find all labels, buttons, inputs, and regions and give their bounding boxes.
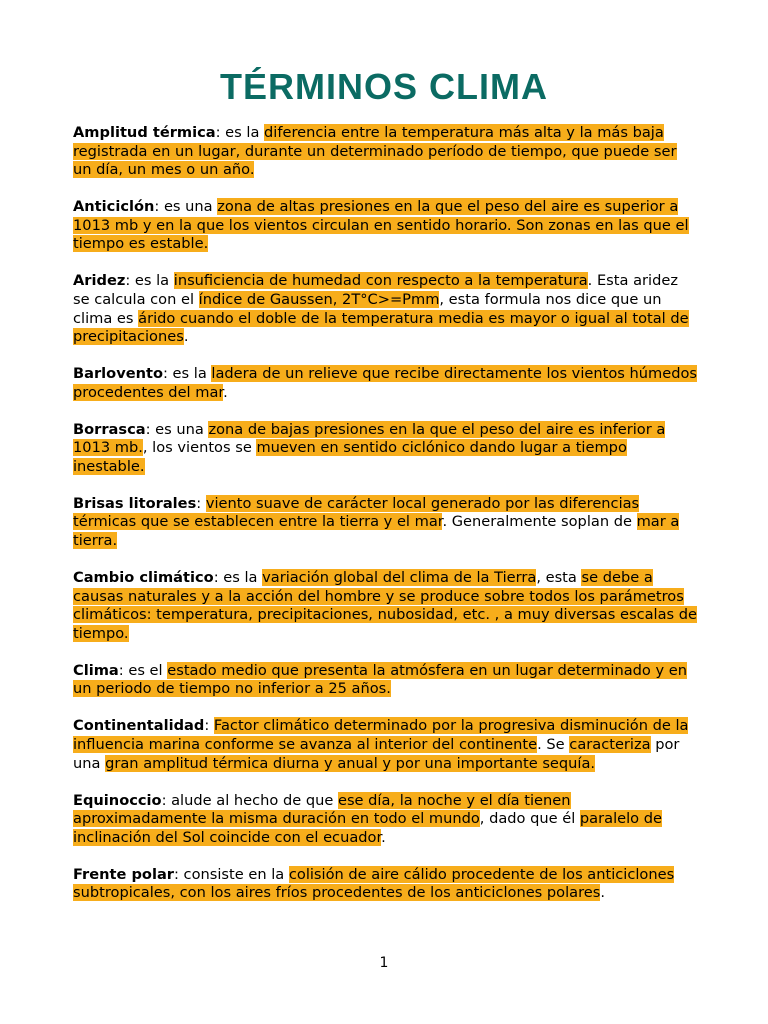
definition-text: , esta formula nos dice que un clima es (73, 290, 662, 327)
definition-text: : es la (215, 124, 265, 141)
highlighted-text: ladera de un relieve que recibe directamente los vientos húmedos procedentes del mar (73, 365, 697, 401)
glossary-entry-borrasca (73, 421, 698, 477)
definition-text: , esta (536, 569, 582, 587)
highlighted-text: variación global del clima de la Tierra (262, 569, 537, 587)
glossary-entry-clima (73, 662, 698, 699)
definition-text: , los vientos se (142, 439, 257, 457)
highlighted-text: estado medio que presenta la atmósfera en un lugar determinado y en un periodo de tiempo no inferior a 25 años. (73, 661, 687, 698)
definition-text: . (381, 828, 386, 846)
highlighted-text: colisión de aire cálido procedente de los anticiclones subtropicales, con los aires fríos procedentes de los anticiclones polares (73, 865, 675, 902)
definition-text: : es una (145, 420, 209, 438)
term-label: Barlovento (73, 365, 163, 383)
definition-text: por una (73, 735, 680, 772)
highlighted-text: Factor climático determinado por la progresiva disminución de la influencia marina conforme se avanza al interior del continente (73, 717, 689, 753)
page-number: 1 (379, 955, 389, 971)
definition-text: . (183, 328, 189, 346)
term-label: Equinoccio (73, 791, 162, 809)
highlighted-text: mueven en sentido ciclónico dando lugar a tiempo inestable. (73, 439, 627, 475)
term-label: Frente polar (73, 865, 174, 883)
glossary-entry-anticiclon (73, 198, 698, 254)
highlighted-text: mar a tierra. (73, 513, 680, 550)
definition-text: : es la (213, 569, 263, 587)
page-title: TÉRMINOS CLIMA (220, 66, 548, 107)
highlighted-text: caracteriza (569, 735, 651, 753)
glossary-entry-equinoccio (73, 792, 698, 848)
term-label: Cambio climático (73, 569, 214, 587)
glossary-entry-frente-polar (73, 866, 698, 903)
term-label: Continentalidad (73, 717, 205, 735)
definition-text: : consiste en la (174, 865, 289, 883)
term-label: Amplitud térmica (73, 124, 216, 141)
highlighted-text: árido cuando el doble de la temperatura media es mayor o igual al total de precipitaciones (73, 309, 689, 346)
definition-text: . Se (537, 735, 570, 753)
glossary-entry-cambio-climatico (73, 569, 698, 643)
definition-text: : alude al hecho de que (161, 791, 338, 809)
highlighted-text: gran amplitud térmica diurna y anual y por una importante sequía. (105, 754, 596, 772)
term-label: Borrasca (73, 420, 146, 438)
term-label: Brisas litorales (73, 494, 197, 512)
definition-text: . Esta aridez se calcula con el (73, 272, 678, 308)
definition-text: . Generalmente soplan de (442, 513, 637, 531)
glossary-entry-aridez (73, 272, 698, 346)
glossary-entry-brisas-litorales (73, 495, 698, 551)
term-label: Clima (73, 661, 119, 679)
highlighted-text: insuficiencia de humedad con respecto a la temperatura (173, 272, 588, 290)
definition-text: : es el (118, 661, 168, 679)
term-label: Anticiclón (73, 198, 155, 216)
glossary-entry-amplitud-termica (73, 124, 698, 180)
definition-text: : es la (163, 365, 212, 383)
glossary (73, 124, 698, 921)
definition-text: : (204, 717, 214, 735)
definition-text: . (223, 383, 228, 401)
highlighted-text: diferencia entre la temperatura más alta y la más baja registrada en un lugar, durante un determinado período de tiempo, que puede ser un día, un mes o un año. (73, 124, 677, 179)
highlighted-text: zona de bajas presiones en la que el peso del aire es inferior a 1013 mb. (73, 420, 666, 457)
highlighted-text: ese día, la noche y el día tienen aproximadamente la misma duración en todo el mundo (73, 791, 571, 828)
highlighted-text: viento suave de carácter local generado por las diferencias térmicas que se establecen entre la tierra y el mar (73, 494, 640, 531)
highlighted-text: paralelo de inclinación del Sol coincide con el ecuador (73, 810, 662, 846)
definition-text: : es una (154, 198, 218, 216)
definition-text: . (600, 884, 606, 902)
glossary-entry-continentalidad (73, 717, 698, 773)
definition-text: , dado que él (479, 810, 580, 828)
definition-text: : (196, 494, 206, 512)
glossary-entry-barlovento (73, 365, 698, 402)
definition-text: : es la (125, 272, 174, 290)
highlighted-text: zona de altas presiones en la que el peso del aire es superior a 1013 mb y en la que los vientos circulan en sentido horario. Son zonas en las que el tiempo es estable. (73, 198, 689, 253)
highlighted-text: se debe a causas naturales y a la acción del hombre y se produce sobre todos los parámetros climáticos: temperatura, precipitaciones, nubosidad, etc. , a muy diversas escalas de tiempo. (73, 569, 698, 642)
highlighted-text: índice de Gaussen, 2T°C>=Pmm (198, 290, 440, 308)
term-label: Aridez (73, 272, 126, 290)
